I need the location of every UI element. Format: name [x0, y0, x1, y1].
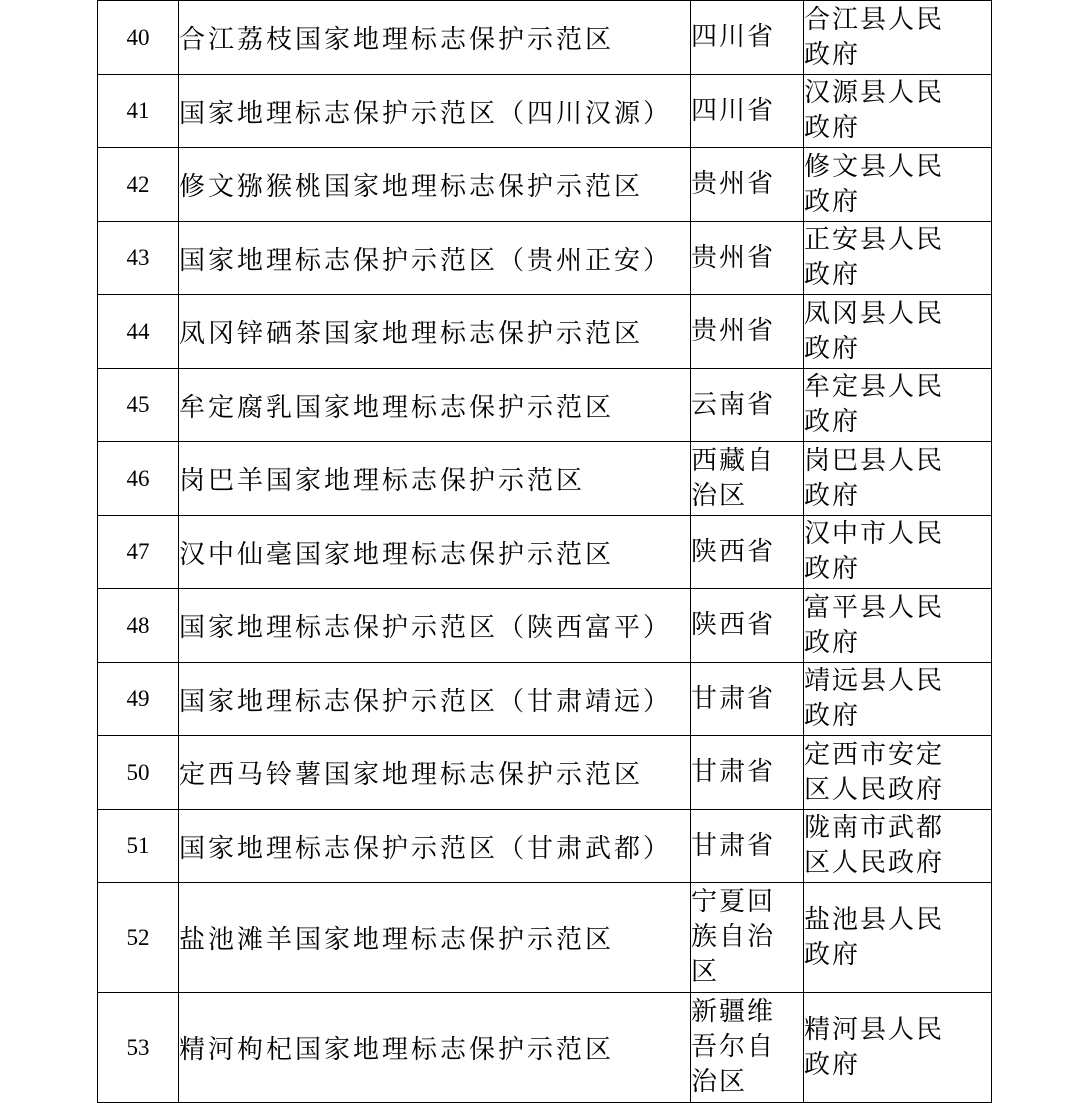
table-row: [98, 993, 992, 1103]
province: [691, 663, 804, 736]
org-text: 陇南市武都区人民政府: [804, 813, 945, 878]
zone-name: 国家地理标志保护示范区（四川汉源）: [179, 75, 691, 148]
province-text: 四川省: [691, 22, 776, 52]
org-text: 凤冈县人民政府: [804, 298, 945, 364]
table-row: [98, 295, 992, 369]
government-org: [804, 295, 992, 369]
row-number: 52: [98, 883, 179, 993]
row-number: 51: [98, 810, 179, 883]
province: [691, 75, 804, 148]
province-text: 甘肃省: [691, 830, 776, 861]
row-number: 50: [98, 736, 179, 810]
province: [691, 810, 804, 883]
row-number: 44: [98, 295, 179, 369]
row-number: 48: [98, 589, 179, 663]
province: [691, 589, 804, 663]
row-number: 45: [98, 369, 179, 442]
province: [691, 516, 804, 589]
org-text: 汉源县人民政府: [804, 78, 945, 143]
province-text: 甘肃省: [691, 683, 776, 714]
table-row: [98, 75, 992, 148]
government-org: [804, 369, 992, 442]
table-row: [98, 516, 992, 589]
government-org: [804, 589, 992, 663]
province-text: 贵州省: [691, 242, 776, 273]
province: [691, 736, 804, 810]
row-number: 47: [98, 516, 179, 589]
zone-name: 国家地理标志保护示范区（贵州正安）: [179, 222, 691, 295]
government-org: [804, 993, 992, 1103]
row-number: 40: [98, 1, 179, 75]
province-text: 陕西省: [691, 610, 776, 640]
province: [691, 369, 804, 442]
org-text: 正安县人民政府: [804, 225, 945, 290]
table-row: [98, 589, 992, 663]
province-text: 宁夏回族自治区: [691, 887, 776, 987]
org-text: 岗巴县人民政府: [804, 445, 945, 511]
province: [691, 1, 804, 75]
table-row: [98, 1, 992, 75]
table-row: [98, 883, 992, 993]
table-row: [98, 663, 992, 736]
table-row: [98, 810, 992, 883]
province-text: 贵州省: [691, 169, 776, 199]
table-row: [98, 222, 992, 295]
row-number: 49: [98, 663, 179, 736]
zone-name: 国家地理标志保护示范区（甘肃靖远）: [179, 663, 691, 736]
row-number: 41: [98, 75, 179, 148]
province-text: 西藏自治区: [691, 445, 776, 511]
government-org: [804, 1, 992, 75]
table-row: [98, 148, 992, 222]
zone-name: 盐池滩羊国家地理标志保护示范区: [179, 883, 691, 993]
province: [691, 148, 804, 222]
zone-name: 汉中仙毫国家地理标志保护示范区: [179, 516, 691, 589]
zone-name: 定西马铃薯国家地理标志保护示范区: [179, 736, 691, 810]
org-text: 修文县人民政府: [804, 151, 945, 217]
org-text: 盐池县人民政府: [804, 904, 945, 970]
zone-name: 岗巴羊国家地理标志保护示范区: [179, 442, 691, 516]
org-text: 牟定县人民政府: [804, 372, 945, 437]
government-org: [804, 736, 992, 810]
province: [691, 883, 804, 993]
province: [691, 222, 804, 295]
org-text: 富平县人民政府: [804, 592, 945, 658]
zone-name: 国家地理标志保护示范区（甘肃武都）: [179, 810, 691, 883]
government-org: [804, 75, 992, 148]
row-number: 46: [98, 442, 179, 516]
province: [691, 295, 804, 369]
province-text: 四川省: [691, 95, 776, 126]
government-org: [804, 883, 992, 993]
province-text: 甘肃省: [691, 757, 776, 787]
demonstration-zone-table: [97, 0, 992, 1103]
government-org: [804, 148, 992, 222]
zone-name: 合江荔枝国家地理标志保护示范区: [179, 1, 691, 75]
table-row: [98, 736, 992, 810]
government-org: [804, 222, 992, 295]
org-text: 汉中市人民政府: [804, 519, 945, 584]
province: [691, 993, 804, 1103]
province-text: 贵州省: [691, 316, 776, 346]
province-text: 新疆维吾尔自治区: [691, 997, 776, 1097]
org-text: 合江县人民政府: [804, 4, 945, 70]
government-org: [804, 442, 992, 516]
row-number: 43: [98, 222, 179, 295]
province: [691, 442, 804, 516]
zone-name: 修文猕猴桃国家地理标志保护示范区: [179, 148, 691, 222]
zone-name: 精河枸杞国家地理标志保护示范区: [179, 993, 691, 1103]
province-text: 云南省: [691, 389, 776, 420]
table-row: [98, 369, 992, 442]
table-row: [98, 442, 992, 516]
government-org: [804, 663, 992, 736]
government-org: [804, 810, 992, 883]
org-text: 定西市安定区人民政府: [804, 739, 945, 805]
row-number: 53: [98, 993, 179, 1103]
row-number: 42: [98, 148, 179, 222]
org-text: 靖远县人民政府: [804, 666, 945, 731]
zone-name: 国家地理标志保护示范区（陕西富平）: [179, 589, 691, 663]
zone-name: 牟定腐乳国家地理标志保护示范区: [179, 369, 691, 442]
org-text: 精河县人民政府: [804, 1014, 945, 1080]
province-text: 陕西省: [691, 536, 776, 567]
government-org: [804, 516, 992, 589]
zone-name: 凤冈锌硒茶国家地理标志保护示范区: [179, 295, 691, 369]
